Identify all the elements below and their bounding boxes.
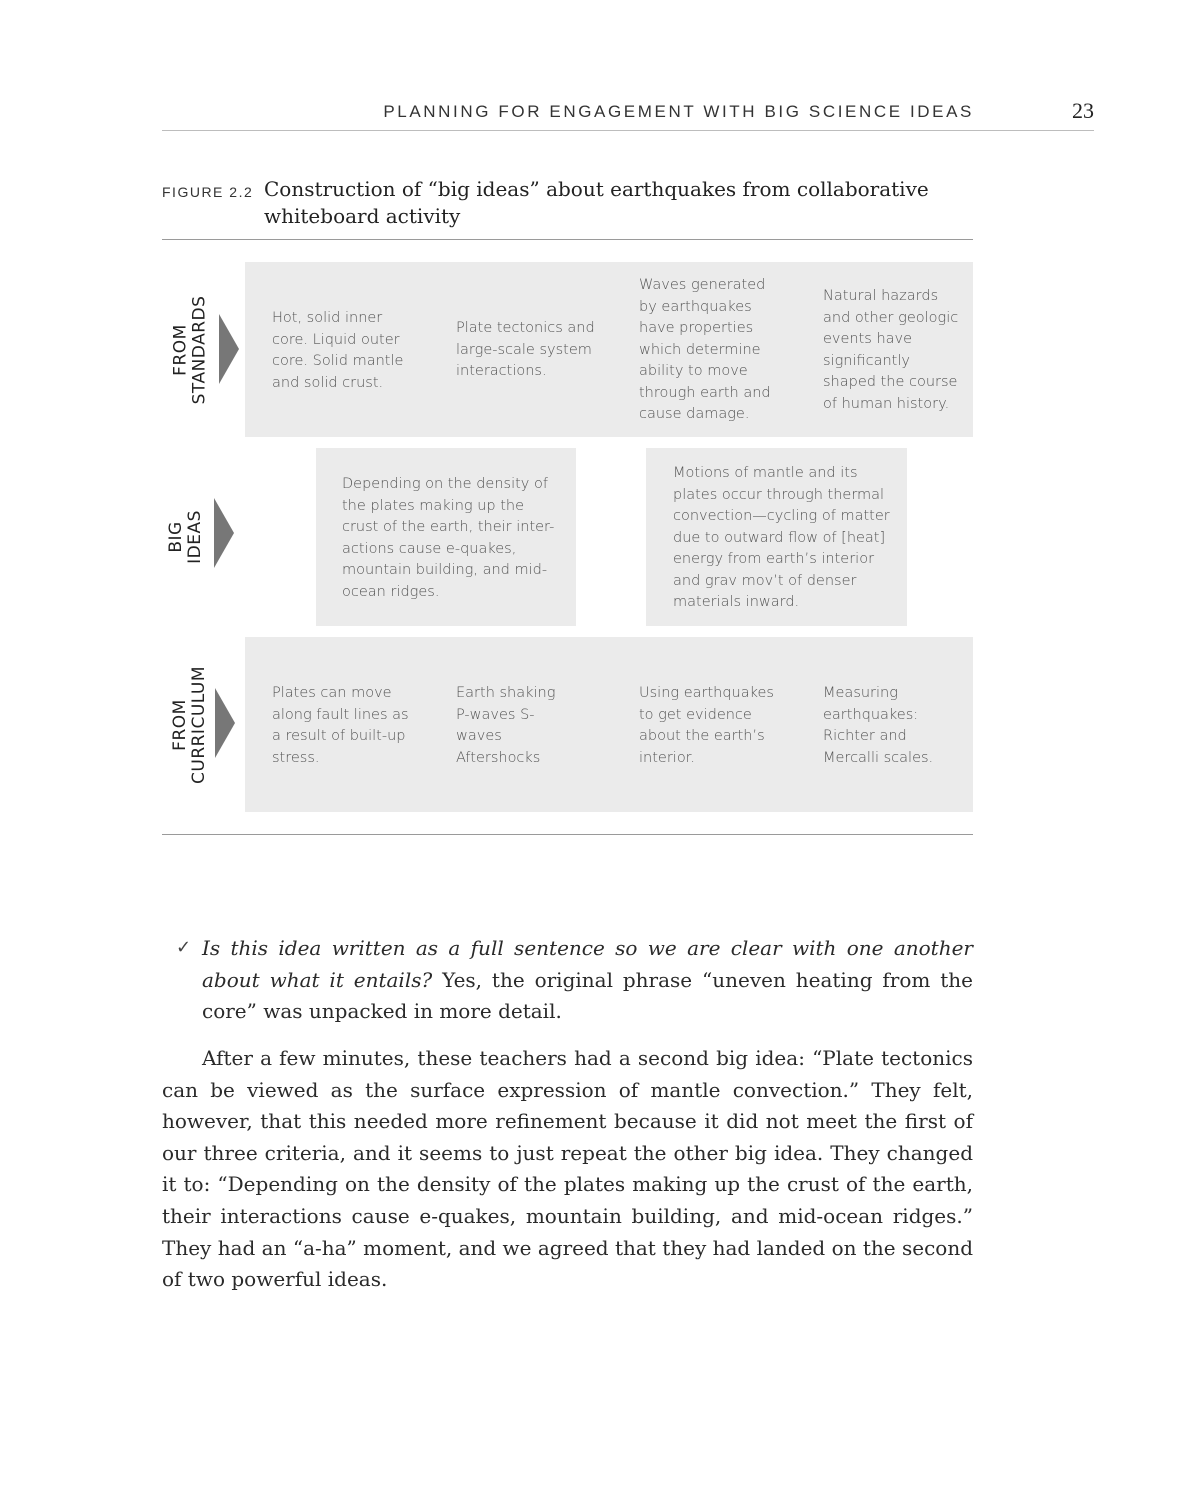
standards-cell: Waves generated by earthquakes have properties which determine ability to move through earth and cause damage. (639, 277, 771, 422)
arrow-right-icon (215, 688, 235, 758)
checklist-item (202, 933, 973, 1028)
curriculum-cell: Plates can move along fault lines as a result of built-up stress. (272, 685, 409, 766)
arrow-right-icon (214, 498, 234, 568)
figure-bottom-rule (162, 834, 973, 835)
figure-top-rule (162, 239, 973, 240)
big-idea-text: Motions of mantle and its plates occur through thermal convection—cycling of matter due to outward flow of [heat] energy from earth’s interior and grav mov’t of denser materials inward. (673, 465, 890, 610)
check-answer: Yes, the original phrase “uneven heating from the core” was unpacked in more detail. (202, 967, 973, 1024)
standards-cell: Hot, solid inner core. Liquid outer core. Solid mantle and solid crust. (272, 310, 404, 391)
check-question: Is this idea written as a full sentence so we are clear with one another about what it entails? (202, 936, 973, 992)
running-title: PLANNING FOR ENGAGEMENT WITH BIG SCIENCE IDEAS (383, 102, 974, 121)
page-number: 23 (1072, 98, 1094, 123)
body-paragraph: After a few minutes, these teachers had a second big idea: “Plate tectonics can be viewed as the surface expression of mantle convection.” They felt, however, that this needed more refinement because it did not meet the first of our three criteria, and it seems to just repeat the other big idea. They changed it to: “Depending on the density of the plates making up the crust of the earth, their interactions cause e-quakes, mountain building, and mid-ocean ridges.” They had an “a-ha” moment, and we agreed that they had landed on the second of two powerful ideas. (162, 1046, 973, 1292)
figure-label: FIGURE 2.2 (162, 184, 254, 200)
curriculum-cell: Using earthquakes to get evidence about the earth’s interior. (639, 685, 774, 766)
standards-cell: Plate tectonics and large-scale system interactions. (456, 320, 595, 379)
standards-cell: Natural hazards and other geologic events have significantly shaped the course of human history. (823, 288, 959, 412)
curriculum-cell: Earth shaking P-waves S-waves Aftershocks (456, 685, 556, 766)
figure-caption: Construction of “big ideas” about earthquakes from collaborative whiteboard activity (264, 177, 929, 228)
row-label-big-ideas: BIG IDEAS (165, 510, 205, 564)
big-idea-text: Depending on the density of the plates making up the crust of the earth, their inter-actions cause e-quakes, mountain building, and mid-ocean ridges. (342, 476, 555, 600)
curriculum-cell: Measuring earthquakes: Richter and Mercalli scales. (823, 685, 934, 766)
running-head (162, 100, 1094, 131)
arrow-right-icon (219, 314, 239, 384)
row-label-curriculum: FROM CURRICULUM (170, 665, 209, 784)
row-label-standards: FROM STANDARDS (170, 295, 210, 404)
checkmark-icon: ✓ (176, 937, 192, 958)
